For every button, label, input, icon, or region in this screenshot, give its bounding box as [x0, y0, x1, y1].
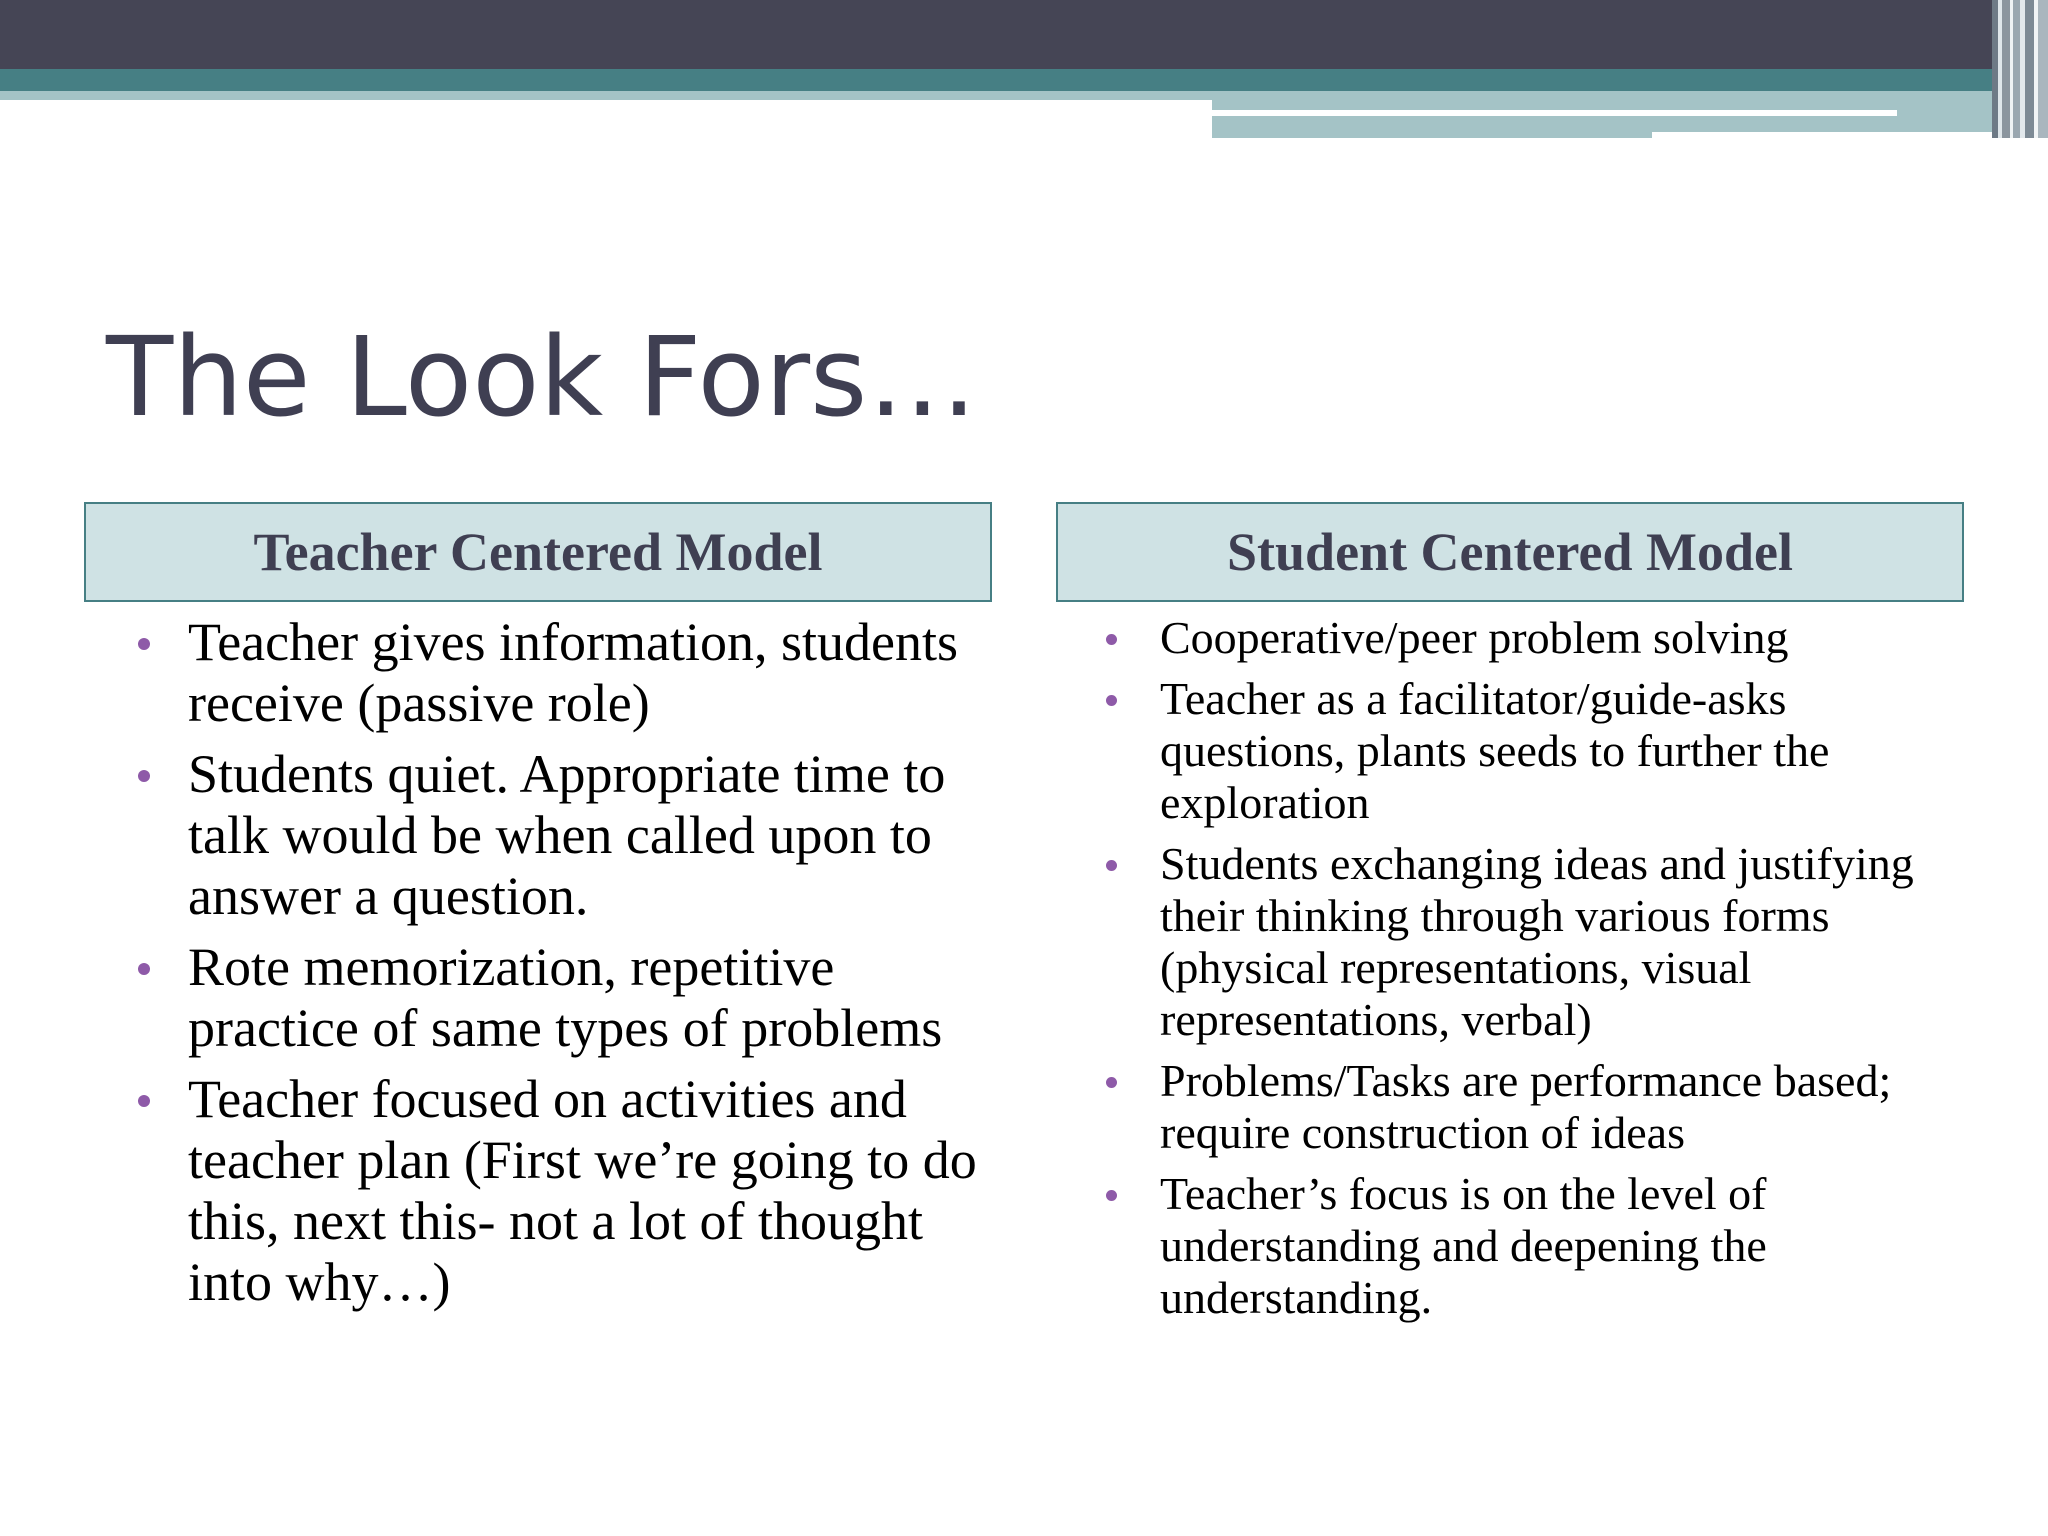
student-centered-list [1160, 612, 1960, 1333]
list-item: Cooperative/peer problem solving [1160, 612, 1960, 664]
header-cutout [1652, 132, 2048, 138]
header-band-dark [0, 0, 2048, 69]
slide-title: The Look Fors… [106, 313, 978, 441]
list-item: Teacher gives information, students receive (passive role) [188, 612, 988, 734]
list-item: Teacher focused on activities and teacher plan (First we’re going to do this, next this- not a lot of thought into why…) [188, 1069, 988, 1313]
list-item: Students quiet. Appropriate time to talk would be when called upon to answer a question. [188, 744, 988, 927]
list-item: Problems/Tasks are performance based; require construction of ideas [1160, 1055, 1960, 1159]
list-item: Teacher’s focus is on the level of understanding and deepening the understanding. [1160, 1168, 1960, 1324]
student-centered-header: Student Centered Model [1056, 502, 1964, 602]
header-band-light [0, 91, 1212, 100]
list-item: Rote memorization, repetitive practice of same types of problems [188, 937, 988, 1059]
list-item: Students exchanging ideas and justifying their thinking through various forms (physical representations, visual representations, verbal) [1160, 838, 1960, 1046]
header-band-teal [0, 69, 2048, 91]
header-stripes [1992, 0, 2048, 138]
list-item: Teacher as a facilitator/guide-asks questions, plants seeds to further the exploration [1160, 673, 1960, 829]
header-white-line [1212, 110, 1897, 116]
teacher-centered-header: Teacher Centered Model [84, 502, 992, 602]
teacher-centered-list [188, 612, 988, 1323]
